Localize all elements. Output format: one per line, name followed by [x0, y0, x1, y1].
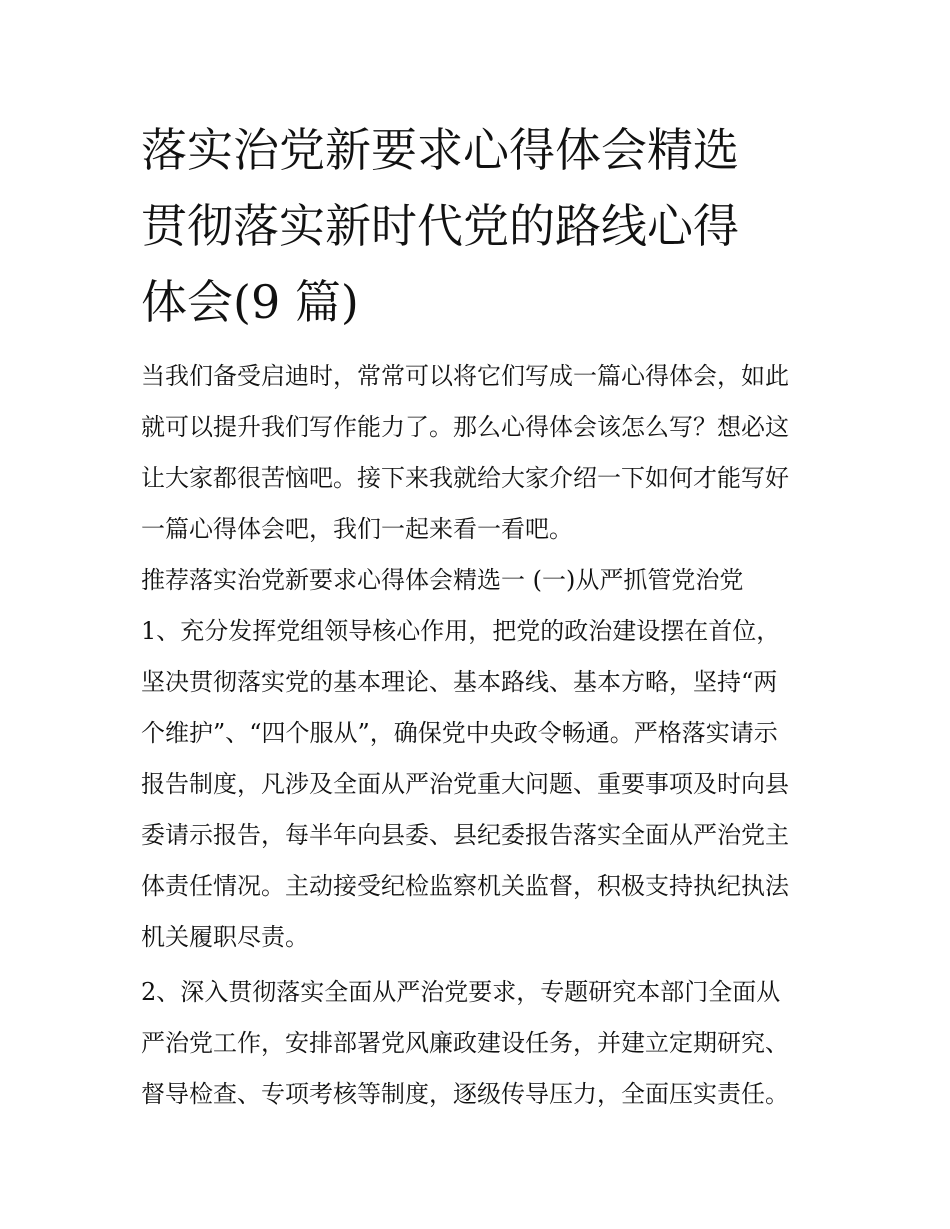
- section-heading: 推荐落实治党新要求心得体会精选一 (一)从严抓管党治党: [141, 566, 744, 594]
- item-2-line: 2、深入贯彻落实全面从严治党要求，专题研究本部门全面从: [141, 978, 781, 1006]
- title-line: 体会(9 篇): [141, 275, 359, 329]
- title-line: 落实治党新要求心得体会精选: [141, 123, 739, 177]
- item-1-line: 委请示报告，每半年向县委、县纪委报告落实全面从严治党主: [141, 821, 789, 849]
- document-title: [141, 112, 816, 340]
- intro-line: 当我们备受启迪时，常常可以将它们写成一篇心得体会，如此: [141, 362, 789, 390]
- item-2-line: 督导检查、专项考核等制度，逐级传导压力，全面压实责任。: [141, 1080, 789, 1108]
- item-1-paragraph: [141, 606, 816, 963]
- title-line: 贯彻落实新时代党的路线心得: [141, 199, 739, 253]
- intro-line: 一篇心得体会吧，我们一起来看一看吧。: [141, 515, 573, 543]
- item-1-line: 体责任情况。主动接受纪检监察机关监督，积极支持执纪执法: [141, 872, 789, 900]
- item-1-line: 1、充分发挥党组领导核心作用，把党的政治建设摆在首位，: [141, 617, 781, 645]
- item-1-line: 个维护”、“四个服从”，确保党中央政令畅通。严格落实请示: [141, 719, 778, 747]
- item-1-line: 报告制度，凡涉及全面从严治党重大问题、重要事项及时向县: [141, 770, 789, 798]
- item-2-paragraph: [141, 967, 816, 1120]
- item-2-line: 严治党工作，安排部署党风廉政建设任务，并建立定期研究、: [141, 1029, 789, 1057]
- document-content: [141, 112, 816, 1120]
- item-1-line: 机关履职尽责。: [141, 923, 309, 951]
- intro-line: 就可以提升我们写作能力了。那么心得体会该怎么写？想必这: [141, 413, 789, 441]
- document-body: [141, 351, 816, 1120]
- item-1-line: 坚决贯彻落实党的基本理论、基本路线、基本方略，坚持“两: [141, 668, 778, 696]
- intro-paragraph: [141, 351, 816, 555]
- intro-line: 让大家都很苦恼吧。接下来我就给大家介绍一下如何才能写好: [141, 464, 789, 492]
